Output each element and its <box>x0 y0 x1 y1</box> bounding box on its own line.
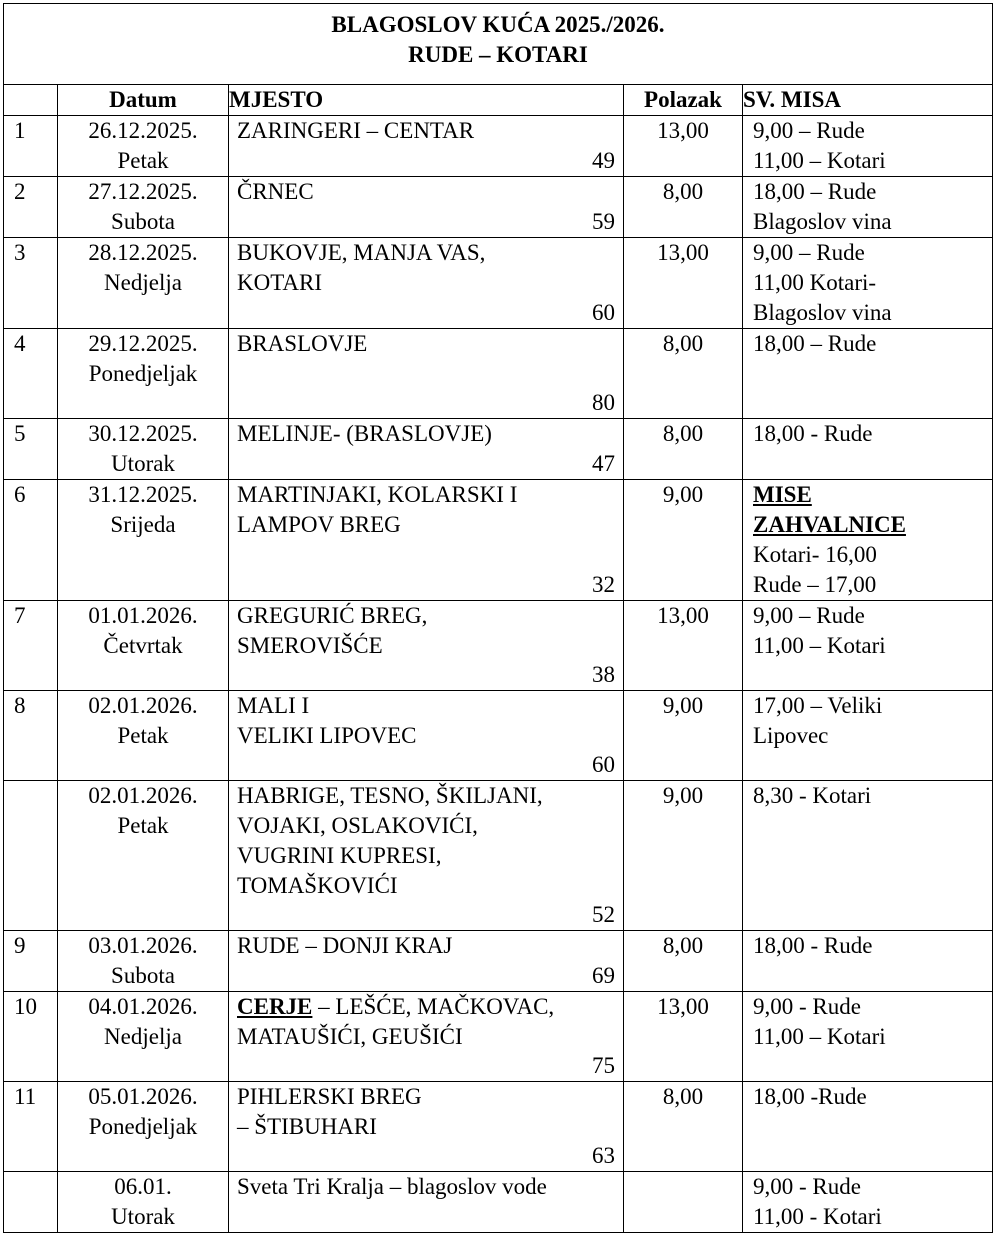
row-weekday: Utorak <box>111 451 175 476</box>
row-departure: 9,00 <box>624 480 743 601</box>
row-mass-cell <box>743 691 993 781</box>
place-wrap <box>237 177 615 237</box>
mass-line: Lipovec <box>753 723 829 748</box>
row-place-cell <box>229 1172 624 1233</box>
row-place-cell <box>229 601 624 691</box>
row-departure: 9,00 <box>624 781 743 931</box>
place-line: MELINJE- (BRASLOVJE) <box>237 421 492 446</box>
mass-line: 9,00 - Rude <box>753 1174 861 1199</box>
place-line: MARTINJAKI, KOLARSKI I <box>237 482 518 507</box>
place-line: – ŠTIBUHARI <box>237 1114 377 1139</box>
place-line: CERJE – LEŠĆE, MAČKOVAC, <box>237 994 555 1019</box>
table-row <box>4 1172 993 1233</box>
row-mass-cell <box>743 329 993 419</box>
row-mass-cell <box>743 480 993 601</box>
household-count: 47 <box>592 451 615 476</box>
row-date: 29.12.2025. <box>88 331 198 356</box>
household-count: 38 <box>592 662 615 687</box>
place-wrap <box>237 1172 615 1232</box>
row-place-cell <box>229 1082 624 1172</box>
place-line: ZARINGERI – CENTAR <box>237 118 475 143</box>
table-row <box>4 419 993 480</box>
place-wrap <box>237 992 615 1081</box>
table-row <box>4 691 993 781</box>
row-date-cell <box>58 1172 229 1233</box>
household-count: 52 <box>592 902 615 927</box>
row-mass-cell <box>743 1082 993 1172</box>
row-number: 2 <box>4 177 58 238</box>
row-weekday: Nedjelja <box>104 270 182 295</box>
row-place-cell <box>229 691 624 781</box>
row-weekday: Četvrtak <box>103 633 183 658</box>
place-line: MALI I <box>237 693 310 718</box>
mass-line: 18,00 - Rude <box>753 933 873 958</box>
row-number: 3 <box>4 238 58 329</box>
table-row <box>4 931 993 992</box>
row-place-cell <box>229 329 624 419</box>
mass-line: Blagoslov vina <box>753 300 892 325</box>
mass-line: 11,00 – Kotari <box>753 148 886 173</box>
place-wrap <box>237 238 615 328</box>
row-date: 26.12.2025. <box>88 118 198 143</box>
row-mass-cell <box>743 419 993 480</box>
row-number: 5 <box>4 419 58 480</box>
household-count: 63 <box>592 1143 615 1168</box>
row-mass-cell <box>743 177 993 238</box>
table-row <box>4 329 993 419</box>
row-departure: 9,00 <box>624 691 743 781</box>
place-wrap <box>237 116 615 176</box>
row-mass-cell <box>743 601 993 691</box>
household-count: 60 <box>592 300 615 325</box>
table-row <box>4 781 993 931</box>
place-lead: CERJE <box>237 994 313 1019</box>
row-number: 10 <box>4 992 58 1082</box>
row-date-cell <box>58 601 229 691</box>
mass-line: 18,00 – Rude <box>753 179 877 204</box>
row-date: 30.12.2025. <box>88 421 198 446</box>
row-mass-cell <box>743 781 993 931</box>
row-weekday: Petak <box>117 723 169 748</box>
row-number: 4 <box>4 329 58 419</box>
row-number <box>4 1172 58 1233</box>
row-weekday: Nedjelja <box>104 1024 182 1049</box>
row-departure: 13,00 <box>624 116 743 177</box>
row-departure: 8,00 <box>624 1082 743 1172</box>
header-num <box>4 85 58 116</box>
place-wrap <box>237 480 615 600</box>
row-date: 01.01.2026. <box>88 603 198 628</box>
row-date-cell <box>58 116 229 177</box>
place-wrap <box>237 419 615 479</box>
title-line-1: BLAGOSLOV KUĆA 2025./2026. <box>331 12 665 37</box>
mass-line: Kotari- 16,00 <box>753 542 877 567</box>
row-departure <box>624 1172 743 1233</box>
row-place-cell <box>229 931 624 992</box>
mass-line: 9,00 – Rude <box>753 118 865 143</box>
mass-heading: ZAHVALNICE <box>753 512 906 537</box>
row-place-cell <box>229 116 624 177</box>
row-departure: 8,00 <box>624 177 743 238</box>
row-weekday: Srijeda <box>110 512 176 537</box>
mass-line: 11,00 - Kotari <box>753 1204 882 1229</box>
row-date: 31.12.2025. <box>88 482 198 507</box>
row-mass-cell <box>743 992 993 1082</box>
place-line: ČRNEC <box>237 179 314 204</box>
mass-line: 9,00 - Rude <box>753 994 861 1019</box>
place-line: VOJAKI, OSLAKOVIĆI, <box>237 813 478 838</box>
place-wrap <box>237 601 615 690</box>
row-date: 04.01.2026. <box>88 994 198 1019</box>
mass-line: 18,00 -Rude <box>753 1084 867 1109</box>
row-date-cell <box>58 329 229 419</box>
row-departure: 8,00 <box>624 931 743 992</box>
row-weekday: Subota <box>111 963 175 988</box>
table-row <box>4 992 993 1082</box>
row-date-cell <box>58 931 229 992</box>
table-row <box>4 480 993 601</box>
row-date-cell <box>58 177 229 238</box>
row-departure: 13,00 <box>624 238 743 329</box>
mass-line: 8,30 - Kotari <box>753 783 872 808</box>
header-date: Datum <box>58 85 229 116</box>
row-date-cell <box>58 691 229 781</box>
row-date: 02.01.2026. <box>88 783 198 808</box>
table-row <box>4 601 993 691</box>
row-weekday: Ponedjeljak <box>88 1114 198 1139</box>
place-line: VELIKI LIPOVEC <box>237 723 417 748</box>
row-weekday: Petak <box>117 148 169 173</box>
row-date-cell <box>58 238 229 329</box>
row-mass-cell <box>743 238 993 329</box>
schedule-rows <box>4 116 993 1233</box>
place-line: VUGRINI KUPRESI, <box>237 843 442 868</box>
mass-line: 18,00 - Rude <box>753 421 873 446</box>
table-row <box>4 177 993 238</box>
mass-line: 18,00 – Rude <box>753 331 877 356</box>
household-count: 60 <box>592 752 615 777</box>
row-date-cell <box>58 419 229 480</box>
place-wrap <box>237 1082 615 1171</box>
row-date-cell <box>58 1082 229 1172</box>
mass-line: 11,00 – Kotari <box>753 1024 886 1049</box>
row-weekday: Subota <box>111 209 175 234</box>
row-place-cell <box>229 238 624 329</box>
row-number: 1 <box>4 116 58 177</box>
row-date: 05.01.2026. <box>88 1084 198 1109</box>
row-date-cell <box>58 781 229 931</box>
row-date: 03.01.2026. <box>88 933 198 958</box>
row-mass-cell <box>743 1172 993 1233</box>
row-place-cell <box>229 781 624 931</box>
row-number: 7 <box>4 601 58 691</box>
place-line: GREGURIĆ BREG, <box>237 603 428 628</box>
household-count: 80 <box>592 390 615 415</box>
row-number: 8 <box>4 691 58 781</box>
place-wrap <box>237 931 615 991</box>
mass-heading: MISE <box>753 482 812 507</box>
header-mass: SV. MISA <box>743 85 993 116</box>
header-row <box>4 85 993 116</box>
mass-line: 17,00 – Veliki <box>753 693 883 718</box>
household-count: 75 <box>592 1053 615 1078</box>
title-line-2: RUDE – KOTARI <box>408 42 588 67</box>
row-departure: 13,00 <box>624 992 743 1082</box>
table-row <box>4 116 993 177</box>
row-mass-cell <box>743 116 993 177</box>
place-line: BUKOVJE, MANJA VAS, <box>237 240 486 265</box>
row-number: 9 <box>4 931 58 992</box>
row-number: 6 <box>4 480 58 601</box>
row-date: 02.01.2026. <box>88 693 198 718</box>
place-line: LAMPOV BREG <box>237 512 401 537</box>
row-place-cell <box>229 480 624 601</box>
mass-line: Blagoslov vina <box>753 209 892 234</box>
place-line: BRASLOVJE <box>237 331 368 356</box>
row-date: 06.01. <box>114 1174 172 1199</box>
place-line: HABRIGE, TESNO, ŠKILJANI, <box>237 783 543 808</box>
mass-line: 9,00 – Rude <box>753 603 865 628</box>
household-count: 32 <box>592 572 615 597</box>
table-row <box>4 238 993 329</box>
household-count: 49 <box>592 148 615 173</box>
row-place-cell <box>229 419 624 480</box>
row-date-cell <box>58 992 229 1082</box>
place-wrap <box>237 781 615 930</box>
household-count: 59 <box>592 209 615 234</box>
header-departure: Polazak <box>624 85 743 116</box>
row-weekday: Petak <box>117 813 169 838</box>
mass-line: Rude – 17,00 <box>753 572 877 597</box>
mass-line: 11,00 – Kotari <box>753 633 886 658</box>
place-line: TOMAŠKOVIĆI <box>237 873 398 898</box>
mass-line: 9,00 – Rude <box>753 240 865 265</box>
place-line: KOTARI <box>237 270 323 295</box>
table-row <box>4 1082 993 1172</box>
place-line: SMEROVIŠĆE <box>237 633 383 658</box>
place-line: MATAUŠIĆI, GEUŠIĆI <box>237 1024 463 1049</box>
place-wrap <box>237 329 615 418</box>
row-place-cell <box>229 992 624 1082</box>
header-place: MJESTO <box>229 85 624 116</box>
row-weekday: Ponedjeljak <box>88 361 198 386</box>
row-mass-cell <box>743 931 993 992</box>
mass-line: 11,00 Kotari- <box>753 270 877 295</box>
place-wrap <box>237 691 615 780</box>
title-cell <box>4 4 993 85</box>
place-line: Sveta Tri Kralja – blagoslov vode <box>237 1174 547 1199</box>
row-weekday: Utorak <box>111 1204 175 1229</box>
row-date: 28.12.2025. <box>88 240 198 265</box>
place-line: RUDE – DONJI KRAJ <box>237 933 453 958</box>
row-departure: 8,00 <box>624 419 743 480</box>
row-date: 27.12.2025. <box>88 179 198 204</box>
row-departure: 13,00 <box>624 601 743 691</box>
row-number: 11 <box>4 1082 58 1172</box>
household-count: 69 <box>592 963 615 988</box>
row-departure: 8,00 <box>624 329 743 419</box>
schedule-table <box>3 3 993 1233</box>
row-number <box>4 781 58 931</box>
row-place-cell <box>229 177 624 238</box>
row-date-cell <box>58 480 229 601</box>
place-line: PIHLERSKI BREG <box>237 1084 422 1109</box>
